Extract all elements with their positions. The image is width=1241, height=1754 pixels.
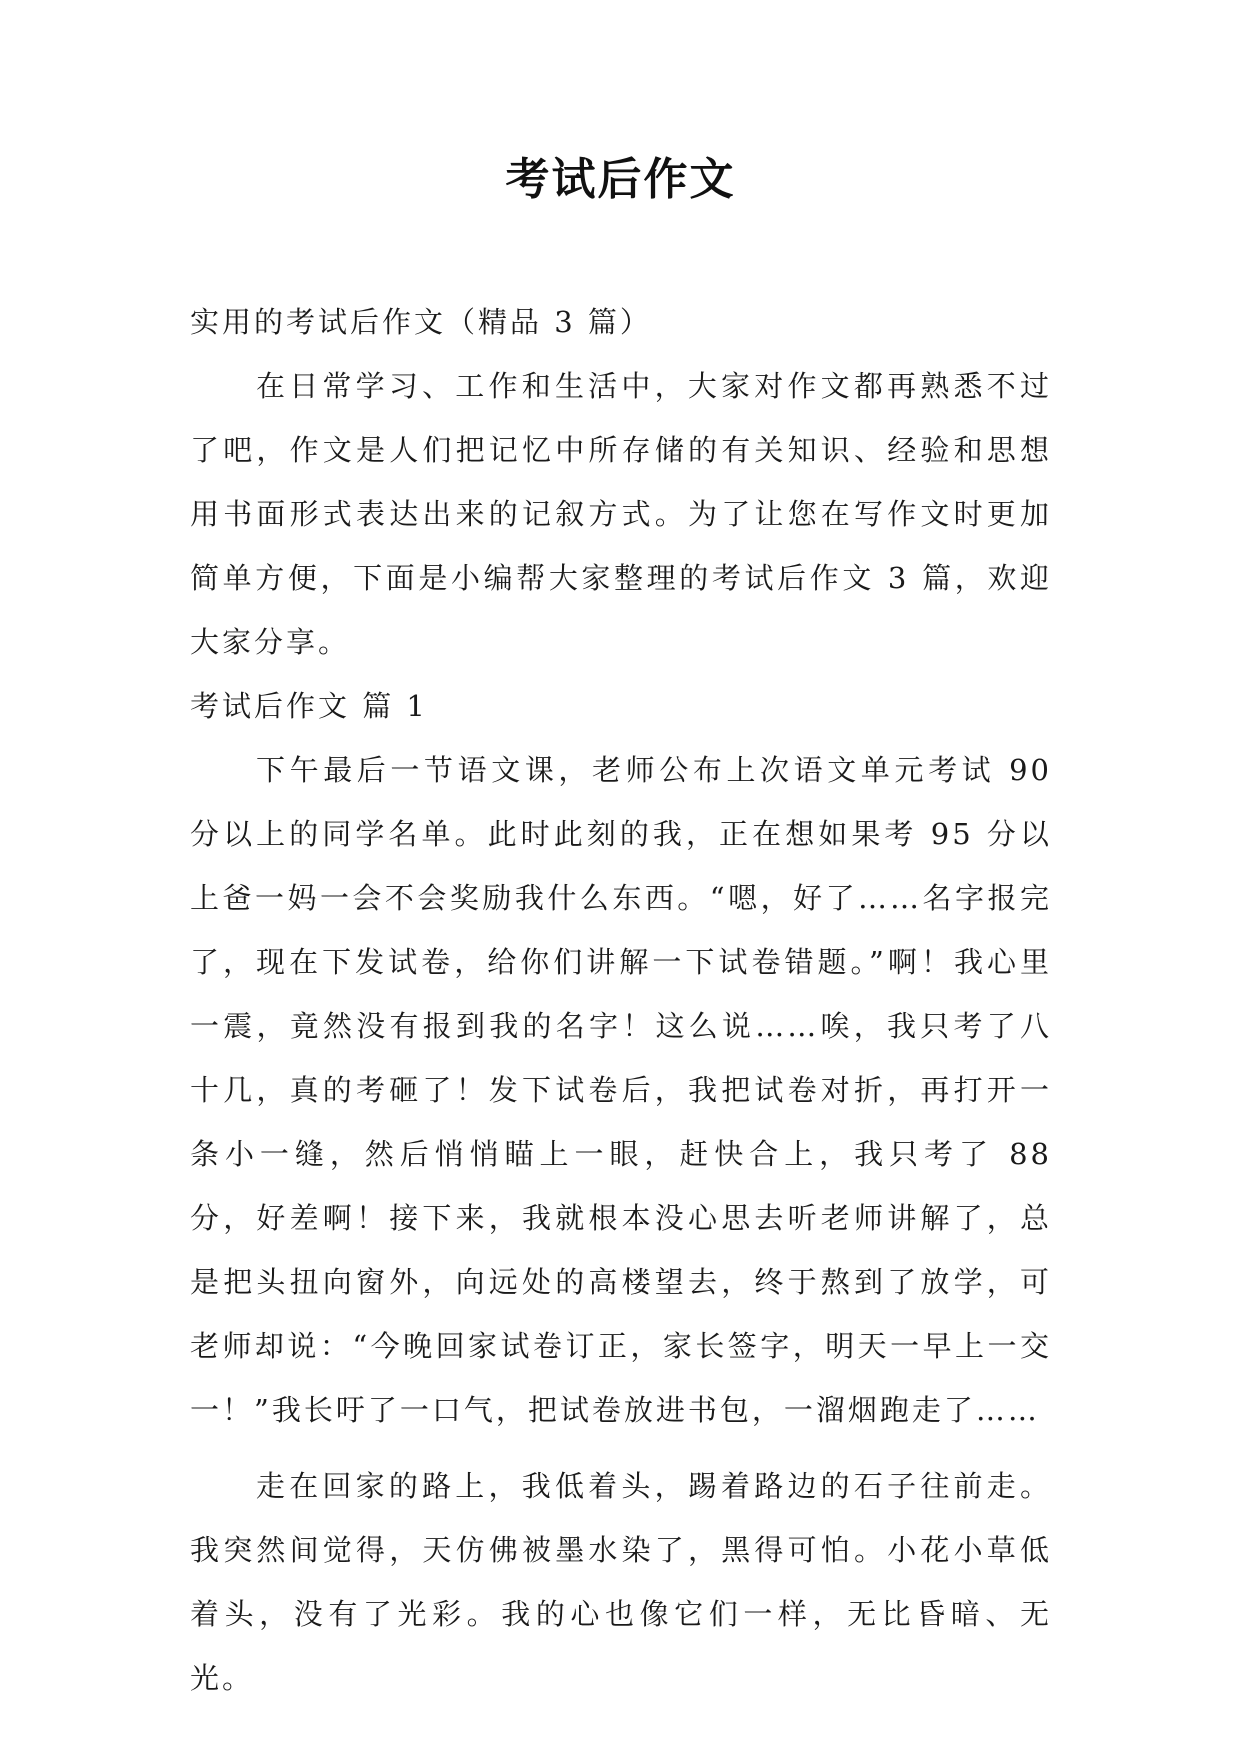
document-title: 考试后作文 [505, 154, 736, 205]
document-body [190, 290, 1052, 1710]
intro-paragraph: 在日常学习、工作和生活中，大家对作文都再熟悉不过了吧，作文是人们把记忆中所存储的有关知识、经验和思想用书面形式表达出来的记叙方式。为了让您在写作文时更加简单方便，下面是小编帮大家整理的考试后作文 3 篇，欢迎大家分享。 [190, 369, 1052, 659]
body-paragraph-2: 走在回家的路上，我低着头，踢着路边的石子往前走。我突然间觉得，天仿佛被墨水染了，黑得可怕。小花小草低着头，没有了光彩。我的心也像它们一样，无比昏暗、无光。 [190, 1469, 1052, 1695]
section-heading: 考试后作文 篇 1 [190, 689, 428, 723]
document-subtitle: 实用的考试后作文（精品 3 篇） [190, 305, 652, 339]
body-paragraph-1: 下午最后一节语文课，老师公布上次语文单元考试 90 分以上的同学名单。此时此刻的我，正在想如果考 95 分以上爸一妈一会不会奖励我什么东西。“嗯，好了……名字报完了，现在下发试卷，给你们讲解一下试卷错题。”啊！我心里一震，竟然没有报到我的名字！这么说……唉，我只考了八十几，真的考砸了！发下试卷后，我把试卷对折，再打开一条小一缝，然后悄悄瞄上一眼，赶快合上，我只考了 88 分，好差啊！接下来，我就根本没心思去听老师讲解了，总是把头扭向窗外，向远处的高楼望去，终于熬到了放学，可老师却说：“今晚回家试卷订正，家长签字，明天一早上一交一！”我长吁了一口气，把试卷放进书包，一溜烟跑走了…… [190, 753, 1052, 1427]
